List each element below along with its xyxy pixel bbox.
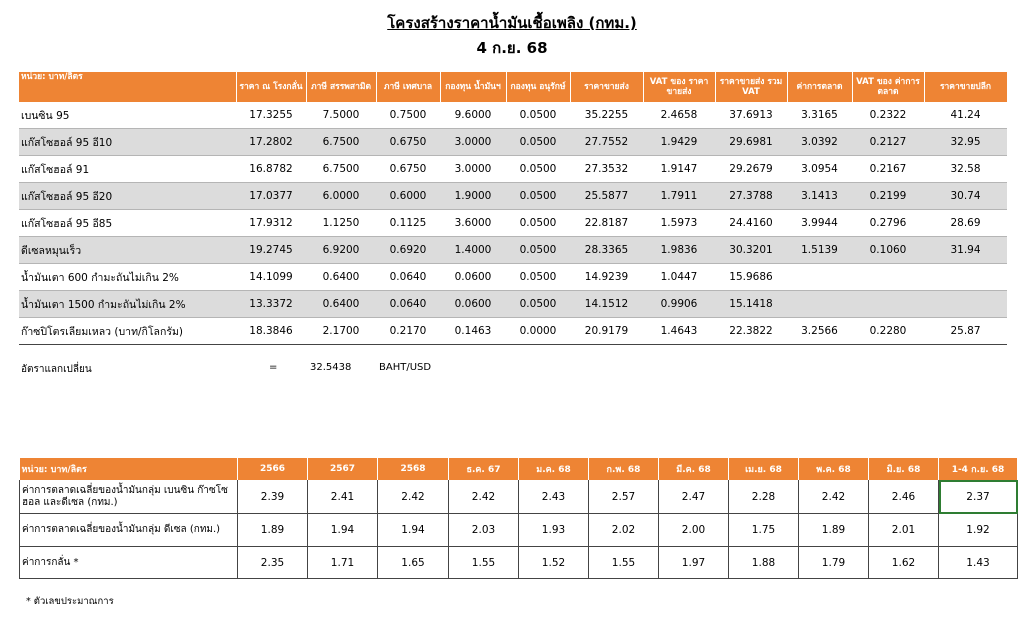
- value-cell[interactable]: [924, 264, 1007, 291]
- value-cell[interactable]: 1.62: [869, 547, 939, 579]
- value-cell[interactable]: 0.2170: [376, 318, 440, 345]
- value-cell[interactable]: 2.37: [939, 480, 1018, 514]
- product-name-cell[interactable]: ดีเซลหมุนเร็ว: [19, 237, 236, 264]
- value-cell[interactable]: 0.0640: [376, 264, 440, 291]
- value-cell[interactable]: 1.5139: [787, 237, 852, 264]
- value-cell[interactable]: 0.6400: [306, 291, 376, 318]
- value-cell[interactable]: 2.43: [519, 480, 589, 514]
- header-cell: ราคาขายส่ง รวม VAT: [715, 72, 787, 102]
- value-cell[interactable]: 22.3822: [715, 318, 787, 345]
- header-cell: ก.พ. 68: [589, 458, 659, 480]
- value-cell[interactable]: 15.1418: [715, 291, 787, 318]
- value-cell[interactable]: 0.0500: [506, 210, 570, 237]
- table-row: [19, 183, 1007, 210]
- value-cell[interactable]: 1.7911: [643, 183, 715, 210]
- header-cell: พ.ค. 68: [799, 458, 869, 480]
- value-cell[interactable]: 2.47: [659, 480, 729, 514]
- exchange-rate-label: อัตราแลกเปลี่ยน: [21, 364, 92, 375]
- value-cell[interactable]: 16.8782: [236, 156, 306, 183]
- value-cell[interactable]: 35.2255: [570, 102, 643, 129]
- value-cell[interactable]: [787, 264, 852, 291]
- row-label-cell[interactable]: ค่าการตลาดเฉลี่ยของน้ำมันกลุ่ม ดีเซล (กทม.): [20, 514, 238, 547]
- value-cell[interactable]: 1.79: [799, 547, 869, 579]
- value-cell[interactable]: 2.4658: [643, 102, 715, 129]
- value-cell[interactable]: 2.02: [589, 514, 659, 547]
- value-cell[interactable]: 2.42: [449, 480, 519, 514]
- value-cell[interactable]: 32.58: [924, 156, 1007, 183]
- value-cell[interactable]: 3.2566: [787, 318, 852, 345]
- value-cell[interactable]: 0.9906: [643, 291, 715, 318]
- value-cell[interactable]: 2.01: [869, 514, 939, 547]
- header-cell: มี.ค. 68: [659, 458, 729, 480]
- value-cell[interactable]: 0.0500: [506, 264, 570, 291]
- value-cell[interactable]: 29.6981: [715, 129, 787, 156]
- value-cell[interactable]: 25.5877: [570, 183, 643, 210]
- value-cell[interactable]: 1.65: [378, 547, 449, 579]
- value-cell[interactable]: 6.7500: [306, 129, 376, 156]
- value-cell[interactable]: [852, 291, 924, 318]
- margin-table-header: [20, 458, 1018, 480]
- header-cell: ราคาขายส่ง: [570, 72, 643, 102]
- value-cell[interactable]: 0.6920: [376, 237, 440, 264]
- value-cell[interactable]: 0.0500: [506, 129, 570, 156]
- value-cell[interactable]: 1.94: [308, 514, 378, 547]
- table-row: [19, 129, 1007, 156]
- value-cell[interactable]: 15.9686: [715, 264, 787, 291]
- value-cell[interactable]: 1.1250: [306, 210, 376, 237]
- header-cell: ธ.ค. 67: [449, 458, 519, 480]
- product-name-cell[interactable]: น้ำมันเตา 600 กำมะถันไม่เกิน 2%: [19, 264, 236, 291]
- value-cell[interactable]: 2.46: [869, 480, 939, 514]
- product-name-cell[interactable]: ก๊าซปิโตรเลียมเหลว (บาท/กิโลกรัม): [19, 318, 236, 345]
- value-cell[interactable]: 0.2167: [852, 156, 924, 183]
- value-cell[interactable]: 0.2796: [852, 210, 924, 237]
- value-cell[interactable]: 30.3201: [715, 237, 787, 264]
- value-cell[interactable]: 2.39: [238, 480, 308, 514]
- table-row: [19, 210, 1007, 237]
- table-row: [20, 514, 1018, 547]
- value-cell[interactable]: 3.0000: [440, 156, 506, 183]
- value-cell[interactable]: 3.9944: [787, 210, 852, 237]
- value-cell[interactable]: 0.0500: [506, 183, 570, 210]
- value-cell[interactable]: 30.74: [924, 183, 1007, 210]
- table-row: [19, 291, 1007, 318]
- value-cell[interactable]: 1.9836: [643, 237, 715, 264]
- value-cell[interactable]: 7.5000: [306, 102, 376, 129]
- value-cell[interactable]: 14.1099: [236, 264, 306, 291]
- value-cell[interactable]: 0.2322: [852, 102, 924, 129]
- value-cell[interactable]: 1.92: [939, 514, 1018, 547]
- value-cell[interactable]: 29.2679: [715, 156, 787, 183]
- price-structure-table: [19, 72, 1008, 345]
- value-cell[interactable]: 41.24: [924, 102, 1007, 129]
- value-cell[interactable]: 0.0000: [506, 318, 570, 345]
- value-cell[interactable]: 0.0600: [440, 264, 506, 291]
- product-name-cell[interactable]: แก๊สโซฮอล์ 95 อี20: [19, 183, 236, 210]
- value-cell[interactable]: 0.1125: [376, 210, 440, 237]
- exchange-rate-equals: =: [269, 362, 278, 373]
- value-cell[interactable]: 0.6400: [306, 264, 376, 291]
- value-cell[interactable]: 3.3165: [787, 102, 852, 129]
- value-cell[interactable]: [787, 291, 852, 318]
- value-cell[interactable]: 2.1700: [306, 318, 376, 345]
- value-cell[interactable]: 0.0600: [440, 291, 506, 318]
- value-cell[interactable]: 1.55: [449, 547, 519, 579]
- value-cell[interactable]: 0.1060: [852, 237, 924, 264]
- value-cell[interactable]: 13.3372: [236, 291, 306, 318]
- value-cell[interactable]: 17.9312: [236, 210, 306, 237]
- value-cell[interactable]: 1.9147: [643, 156, 715, 183]
- value-cell[interactable]: 1.93: [519, 514, 589, 547]
- price-table-header: [19, 72, 1007, 102]
- table-row: [19, 237, 1007, 264]
- value-cell[interactable]: 28.3365: [570, 237, 643, 264]
- exchange-rate-unit: BAHT/USD: [379, 362, 432, 373]
- header-cell: ภาษี สรรพสามิต: [306, 72, 376, 102]
- value-cell[interactable]: 18.3846: [236, 318, 306, 345]
- value-cell[interactable]: 31.94: [924, 237, 1007, 264]
- marketing-margin-table: [19, 458, 1018, 579]
- value-cell[interactable]: 1.43: [939, 547, 1018, 579]
- value-cell[interactable]: 1.4000: [440, 237, 506, 264]
- table-row: [20, 480, 1018, 514]
- value-cell[interactable]: 27.7552: [570, 129, 643, 156]
- product-name-cell[interactable]: เบนซิน 95: [19, 102, 236, 129]
- value-cell[interactable]: 17.3255: [236, 102, 306, 129]
- value-cell[interactable]: 0.2127: [852, 129, 924, 156]
- value-cell[interactable]: 3.0392: [787, 129, 852, 156]
- value-cell[interactable]: 1.9000: [440, 183, 506, 210]
- value-cell[interactable]: [852, 264, 924, 291]
- header-cell: หน่วย: บาท/ลิตร: [20, 458, 238, 480]
- value-cell[interactable]: 19.2745: [236, 237, 306, 264]
- value-cell[interactable]: 1.89: [238, 514, 308, 547]
- value-cell[interactable]: 6.0000: [306, 183, 376, 210]
- header-cell: หน่วย: บาท/ลิตร: [19, 72, 236, 102]
- value-cell[interactable]: 1.55: [589, 547, 659, 579]
- value-cell[interactable]: 17.0377: [236, 183, 306, 210]
- value-cell[interactable]: 0.0640: [376, 291, 440, 318]
- value-cell[interactable]: 6.7500: [306, 156, 376, 183]
- value-cell[interactable]: 0.0500: [506, 102, 570, 129]
- value-cell[interactable]: 0.0500: [506, 237, 570, 264]
- value-cell[interactable]: 27.3532: [570, 156, 643, 183]
- value-cell[interactable]: 9.6000: [440, 102, 506, 129]
- value-cell[interactable]: 1.94: [378, 514, 449, 547]
- value-cell[interactable]: 1.0447: [643, 264, 715, 291]
- value-cell[interactable]: 0.2280: [852, 318, 924, 345]
- header-cell: 2566: [238, 458, 308, 480]
- value-cell[interactable]: 1.71: [308, 547, 378, 579]
- header-cell: 2568: [378, 458, 449, 480]
- product-name-cell[interactable]: น้ำมันเตา 1500 กำมะถันไม่เกิน 2%: [19, 291, 236, 318]
- value-cell[interactable]: 3.0000: [440, 129, 506, 156]
- value-cell[interactable]: 1.75: [729, 514, 799, 547]
- value-cell[interactable]: 0.0500: [506, 156, 570, 183]
- value-cell[interactable]: 14.9239: [570, 264, 643, 291]
- value-cell[interactable]: 1.4643: [643, 318, 715, 345]
- value-cell[interactable]: 32.95: [924, 129, 1007, 156]
- value-cell[interactable]: 2.00: [659, 514, 729, 547]
- product-name-cell[interactable]: แก๊สโซฮอล์ 95 อี10: [19, 129, 236, 156]
- row-label-cell[interactable]: ค่าการตลาดเฉลี่ยของน้ำมันกลุ่ม เบนซิน ก๊าซโซฮอล และดีเซล (กทม.): [20, 480, 238, 514]
- header-cell: กองทุน น้ำมันฯ: [440, 72, 506, 102]
- value-cell[interactable]: 28.69: [924, 210, 1007, 237]
- value-cell[interactable]: 27.3788: [715, 183, 787, 210]
- value-cell[interactable]: 0.6000: [376, 183, 440, 210]
- value-cell[interactable]: 2.35: [238, 547, 308, 579]
- value-cell[interactable]: 2.42: [378, 480, 449, 514]
- product-name-cell[interactable]: แก๊สโซฮอล์ 95 อี85: [19, 210, 236, 237]
- exchange-rate-value: 32.5438: [310, 362, 352, 373]
- value-cell[interactable]: 2.28: [729, 480, 799, 514]
- value-cell[interactable]: 1.97: [659, 547, 729, 579]
- page-date: 4 ก.ย. 68: [476, 39, 548, 57]
- header-cell: กองทุน อนุรักษ์: [506, 72, 570, 102]
- value-cell[interactable]: [924, 291, 1007, 318]
- header-cell: ราคา ณ โรงกลั่น: [236, 72, 306, 102]
- header-cell: ค่าการตลาด: [787, 72, 852, 102]
- header-cell: VAT ของ ราคาขายส่ง: [643, 72, 715, 102]
- value-cell[interactable]: 2.41: [308, 480, 378, 514]
- value-cell[interactable]: 2.57: [589, 480, 659, 514]
- table-row: [19, 264, 1007, 291]
- value-cell[interactable]: 17.2802: [236, 129, 306, 156]
- value-cell[interactable]: 22.8187: [570, 210, 643, 237]
- value-cell[interactable]: 0.7500: [376, 102, 440, 129]
- header-cell: 1-4 ก.ย. 68: [939, 458, 1018, 480]
- header-cell: เม.ย. 68: [729, 458, 799, 480]
- header-cell: ภาษี เทศบาล: [376, 72, 440, 102]
- value-cell[interactable]: 14.1512: [570, 291, 643, 318]
- value-cell[interactable]: 1.88: [729, 547, 799, 579]
- value-cell[interactable]: 2.03: [449, 514, 519, 547]
- product-name-cell[interactable]: แก๊สโซฮอล์ 91: [19, 156, 236, 183]
- header-cell: 2567: [308, 458, 378, 480]
- value-cell[interactable]: 0.6750: [376, 129, 440, 156]
- value-cell[interactable]: 20.9179: [570, 318, 643, 345]
- value-cell[interactable]: 1.9429: [643, 129, 715, 156]
- header-cell: ราคาขายปลีก: [924, 72, 1007, 102]
- value-cell[interactable]: 2.42: [799, 480, 869, 514]
- header-cell: ม.ค. 68: [519, 458, 589, 480]
- page-title: โครงสร้างราคาน้ำมันเชื้อเพลิง (กทม.): [387, 14, 637, 32]
- value-cell[interactable]: 1.5973: [643, 210, 715, 237]
- table-row: [20, 547, 1018, 579]
- value-cell[interactable]: 0.0500: [506, 291, 570, 318]
- value-cell[interactable]: 0.1463: [440, 318, 506, 345]
- value-cell[interactable]: 3.6000: [440, 210, 506, 237]
- value-cell[interactable]: 3.0954: [787, 156, 852, 183]
- footnote: * ตัวเลขประมาณการ: [26, 596, 114, 607]
- row-label-cell[interactable]: ค่าการกลั่น *: [20, 547, 238, 579]
- value-cell[interactable]: 0.6750: [376, 156, 440, 183]
- table-row: [19, 156, 1007, 183]
- header-cell: VAT ของ ค่าการตลาด: [852, 72, 924, 102]
- value-cell[interactable]: 37.6913: [715, 102, 787, 129]
- value-cell[interactable]: 25.87: [924, 318, 1007, 345]
- header-cell: มิ.ย. 68: [869, 458, 939, 480]
- value-cell[interactable]: 6.9200: [306, 237, 376, 264]
- table-row: [19, 318, 1007, 345]
- value-cell[interactable]: 3.1413: [787, 183, 852, 210]
- value-cell[interactable]: 1.52: [519, 547, 589, 579]
- value-cell[interactable]: 24.4160: [715, 210, 787, 237]
- value-cell[interactable]: 1.89: [799, 514, 869, 547]
- table-row: [19, 102, 1007, 129]
- value-cell[interactable]: 0.2199: [852, 183, 924, 210]
